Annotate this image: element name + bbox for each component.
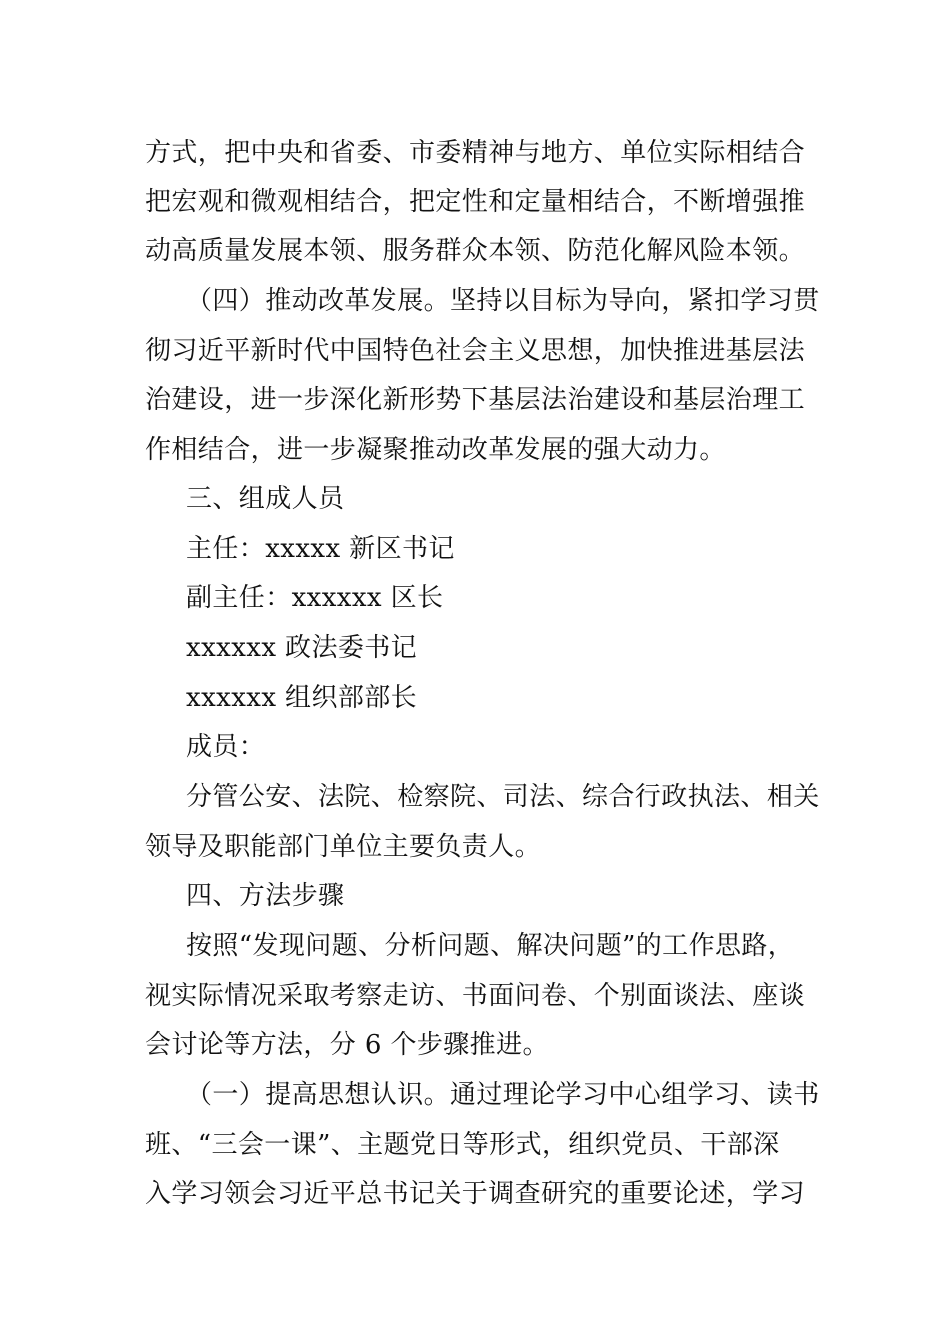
paragraph-line: 彻习近平新时代中国特色社会主义思想，加快推进基层法	[145, 336, 806, 366]
member-line: xxxxxx 政法委书记	[186, 633, 418, 663]
paragraph-line: 会讨论等方法，分 6 个步骤推进。	[145, 1030, 549, 1060]
section-heading: 三、组成人员	[186, 484, 345, 514]
paragraph-line: 班、“三会一课”、主题党日等形式，组织党员、干部深	[145, 1130, 780, 1160]
paragraph-line: 领导及职能部门单位主要负责人。	[145, 832, 542, 862]
paragraph-line: 作相结合，进一步凝聚推动改革发展的强大动力。	[145, 435, 726, 465]
member-line: 成员：	[186, 732, 266, 762]
paragraph-line: 动高质量发展本领、服务群众本领、防范化解风险本领。	[145, 236, 806, 266]
paragraph-line: 入学习领会习近平总书记关于调查研究的重要论述，学习	[145, 1179, 806, 1209]
member-line: 副主任：xxxxxx 区长	[186, 583, 444, 613]
paragraph-line: （四）推动改革发展。坚持以目标为导向，紧扣学习贯	[186, 286, 820, 316]
paragraph-line: 方式，把中央和省委、市委精神与地方、单位实际相结合	[145, 138, 806, 168]
member-line: 主任：xxxxx 新区书记	[186, 534, 455, 564]
paragraph-line: （一）提高思想认识。通过理论学习中心组学习、读书	[186, 1080, 820, 1110]
section-heading: 四、方法步骤	[186, 881, 345, 911]
member-line: xxxxxx 组织部部长	[186, 683, 418, 713]
paragraph-line: 分管公安、法院、检察院、司法、综合行政执法、相关	[186, 782, 820, 812]
paragraph-line: 视实际情况采取考察走访、书面问卷、个别面谈法、座谈	[145, 981, 806, 1011]
paragraph-line: 把宏观和微观相结合，把定性和定量相结合，不断增强推	[145, 187, 806, 217]
paragraph-line: 治建设，进一步深化新形势下基层法治建设和基层治理工	[145, 385, 806, 415]
paragraph-line: 按照“发现问题、分析问题、解决问题”的工作思路，	[186, 931, 795, 961]
